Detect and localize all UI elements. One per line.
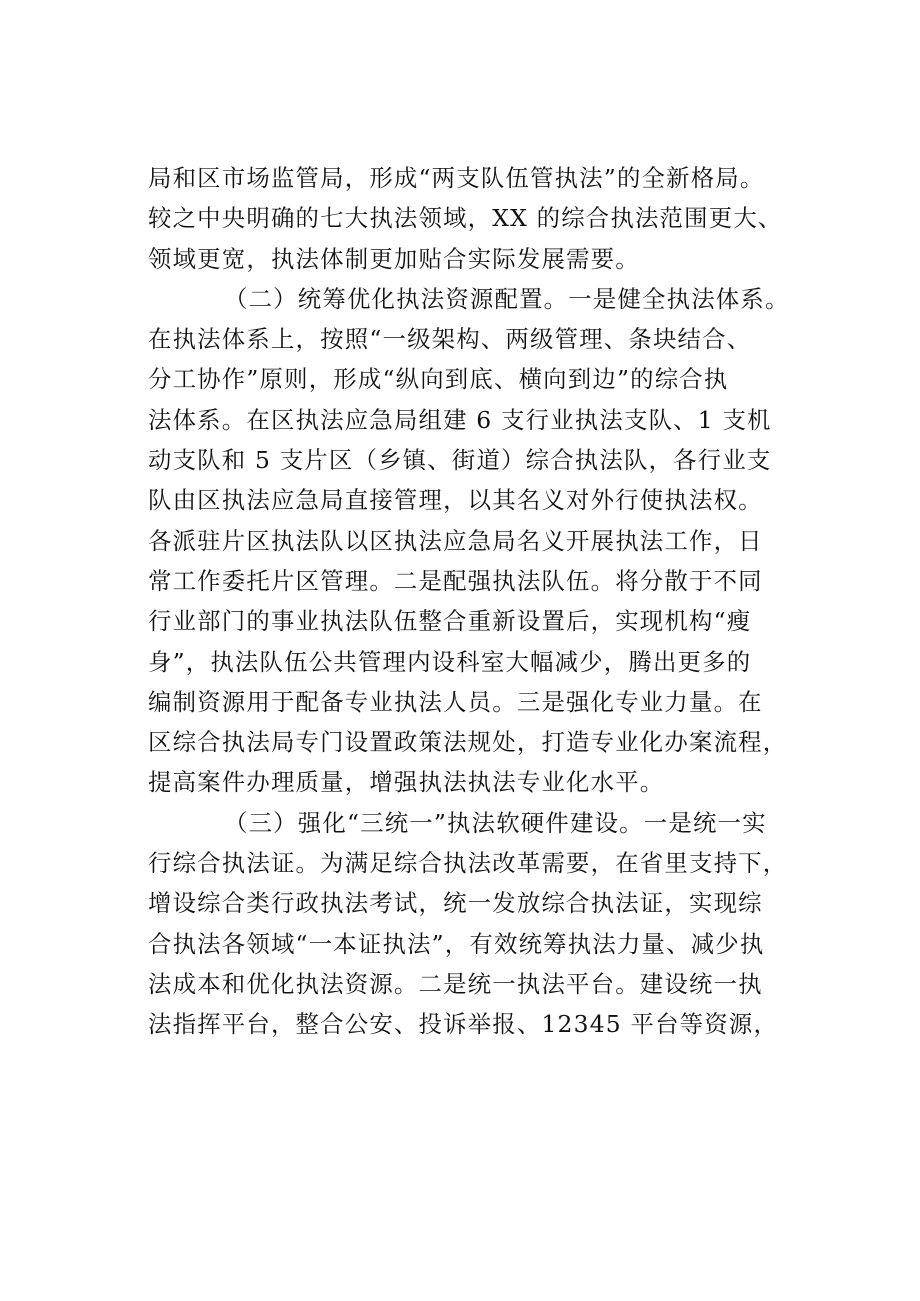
document-line: 动支队和 5 支片区（乡镇、街道）综合执法队，各行业支 (148, 446, 772, 475)
document-line: 行综合执法证。为满足综合执法改革需要，在省里支持下， (148, 849, 788, 878)
document-line: 常工作委托片区管理。二是配强执法队伍。将分散于不同 (148, 566, 763, 595)
document-line: （二）统筹优化执法资源配置。一是健全执法体系。 (224, 284, 790, 313)
document-body (148, 158, 798, 1045)
document-line: 领域更宽，执法体制更加贴合实际发展需要。 (148, 244, 640, 273)
document-line: 各派驻片区执法队以区执法应急局名义开展执法工作，日 (148, 526, 763, 555)
document-line: 分工协作”原则，形成“纵向到底、横向到边”的综合执 (148, 365, 729, 394)
document-line: 身”，执法队伍公共管理内设科室大幅减少，腾出更多的 (148, 647, 752, 676)
document-line: 法成本和优化执法资源。二是统一执法平台。建设统一执 (148, 969, 763, 998)
document-line: 增设综合类行政执法考试，统一发放综合执法证，实现综 (148, 889, 763, 918)
document-line: 局和区市场监管局，形成“两支队伍管执法”的全新格局。 (148, 164, 765, 192)
document-line: 队由区执法应急局直接管理，以其名义对外行使执法权。 (148, 486, 763, 515)
document-line: 较之中央明确的七大执法领域，XX 的综合执法范围更大、 (148, 204, 783, 233)
document-line: 提高案件办理质量，增强执法执法专业化水平。 (148, 768, 665, 797)
document-line: 在执法体系上，按照“一级架构、两级管理、条块结合、 (148, 325, 752, 354)
document-line: （三）强化“三统一”执法软硬件建设。一是统一实 (224, 808, 767, 837)
document-line: 法体系。在区执法应急局组建 6 支行业执法支队、1 支机 (148, 405, 772, 434)
document-line: 编制资源用于配备专业执法人员。三是强化专业力量。在 (148, 687, 763, 716)
document-line: 合执法各领域“一本证执法”，有效统筹执法力量、减少执 (148, 929, 765, 958)
document-line: 行业部门的事业执法队伍整合重新设置后，实现机构“瘦 (148, 607, 752, 636)
document-line: 法指挥平台，整合公安、投诉举报、12345 平台等资源， (148, 1010, 779, 1039)
document-line: 区综合执法局专门设置政策法规处，打造专业化办案流程， (148, 728, 788, 757)
